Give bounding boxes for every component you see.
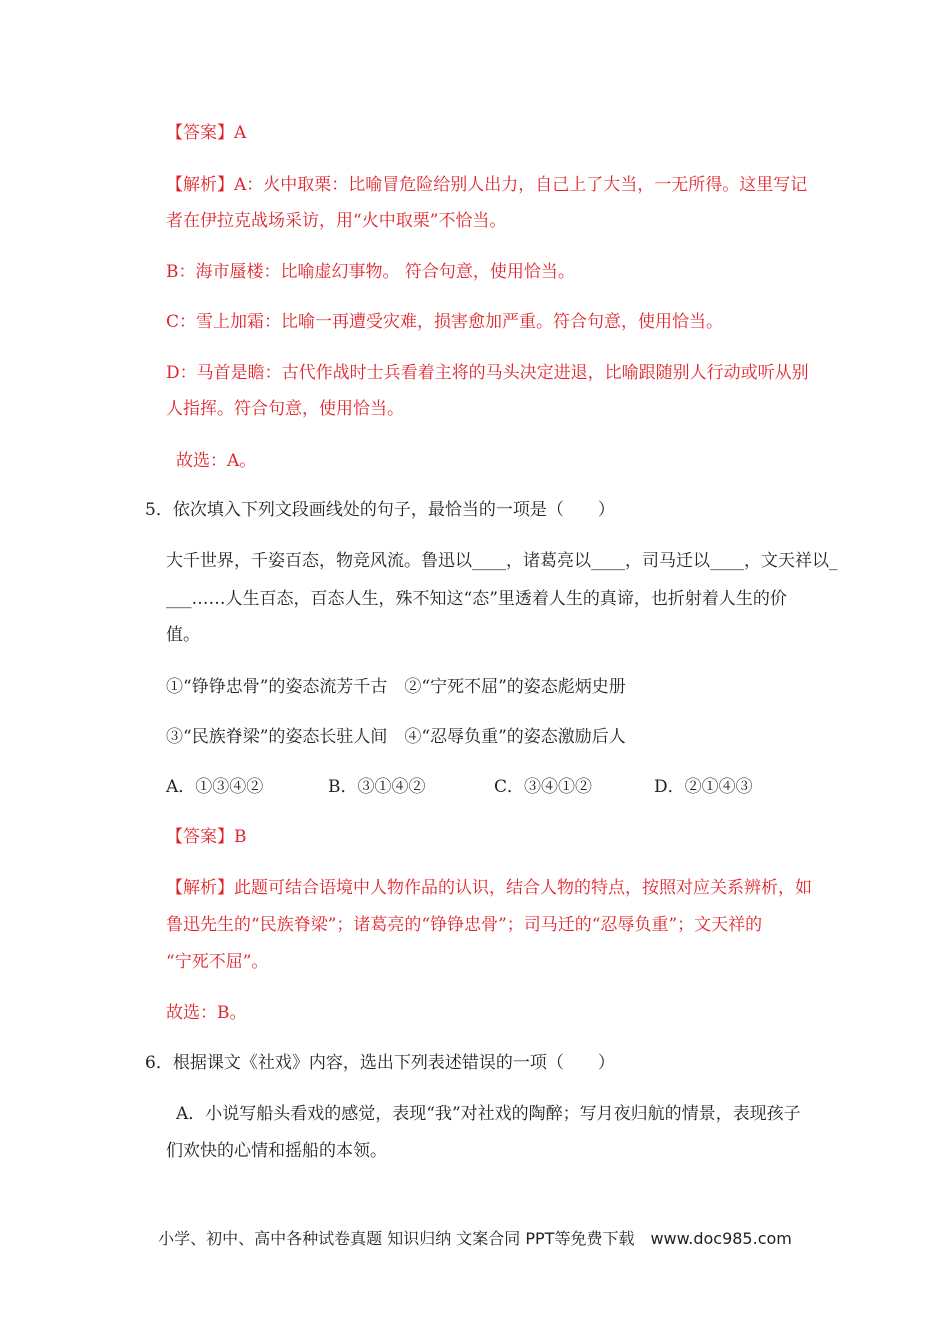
q5-answer: 【答案】B bbox=[166, 827, 247, 847]
q5-items-line-1: ①“铮铮忠骨”的姿态流芳千古 ②“宁死不屈”的姿态彪炳史册 bbox=[166, 677, 626, 697]
q5-stem: 5．依次填入下列文段画线处的句子，最恰当的一项是（ ） bbox=[145, 500, 615, 520]
q5-option-c: C．③④①② bbox=[494, 777, 593, 797]
q4-conclusion: 故选：A。 bbox=[176, 451, 257, 471]
q6-stem: 6．根据课文《社戏》内容，选出下列表述错误的一项（ ） bbox=[145, 1053, 615, 1073]
q4-analysis-line-1: 【解析】A：火中取栗：比喻冒危险给别人出力，自己上了大当，一无所得。这里写记 bbox=[166, 175, 808, 195]
q4-analysis-line-2: 者在伊拉克战场采访，用“火中取栗”不恰当。 bbox=[166, 211, 507, 231]
q5-option-a: A．①③④② bbox=[166, 777, 264, 797]
q4-analysis-d-line-2: 人指挥。符合句意，使用恰当。 bbox=[166, 399, 404, 419]
q5-analysis-line-2: 鲁迅先生的“民族脊梁”；诸葛亮的“铮铮忠骨”；司马迁的“忍辱负重”；文天祥的 bbox=[166, 915, 763, 935]
q5-conclusion: 故选：B。 bbox=[166, 1003, 247, 1023]
q4-analysis-b: B：海市蜃楼：比喻虚幻事物。 符合句意，使用恰当。 bbox=[166, 262, 575, 282]
q5-passage-line-3: 值。 bbox=[166, 625, 200, 645]
q5-passage-line-1: 大千世界，千姿百态，物竞风流。鲁迅以____，诸葛亮以____，司马迁以____，文天祥以_ bbox=[166, 551, 838, 571]
q5-analysis-line-1: 【解析】此题可结合语境中人物作品的认识，结合人物的特点，按照对应关系辨析，如 bbox=[166, 878, 812, 898]
q4-analysis-d-line-1: D：马首是瞻：古代作战时士兵看着主将的马头决定进退，比喻跟随别人行动或听从别 bbox=[166, 363, 809, 383]
q5-option-b: B．③①④② bbox=[328, 777, 426, 797]
q5-passage-line-2: ___……人生百态，百态人生，殊不知这“态”里透着人生的真谛，也折射着人生的价 bbox=[166, 589, 787, 609]
q5-option-d: D．②①④③ bbox=[654, 777, 753, 797]
q5-options bbox=[166, 776, 753, 798]
q5-analysis-line-3: “宁死不屈”。 bbox=[166, 952, 269, 972]
q6-option-a-line-1: A．小说写船头看戏的感觉，表现“我”对社戏的陶醉；写月夜归航的情景，表现孩子 bbox=[176, 1104, 801, 1124]
q5-items-line-2: ③“民族脊梁”的姿态长驻人间 ④“忍辱负重”的姿态激励后人 bbox=[166, 727, 626, 747]
footer-banner: 小学、初中、高中各种试卷真题 知识归纳 文案合同 PPT等免费下载 www.doc985.com bbox=[158, 1229, 792, 1248]
q4-answer: 【答案】A bbox=[166, 123, 247, 143]
q4-analysis-c: C：雪上加霜：比喻一再遭受灾难，损害愈加严重。符合句意，使用恰当。 bbox=[166, 312, 724, 332]
q6-option-a-line-2: 们欢快的心情和摇船的本领。 bbox=[166, 1141, 387, 1161]
